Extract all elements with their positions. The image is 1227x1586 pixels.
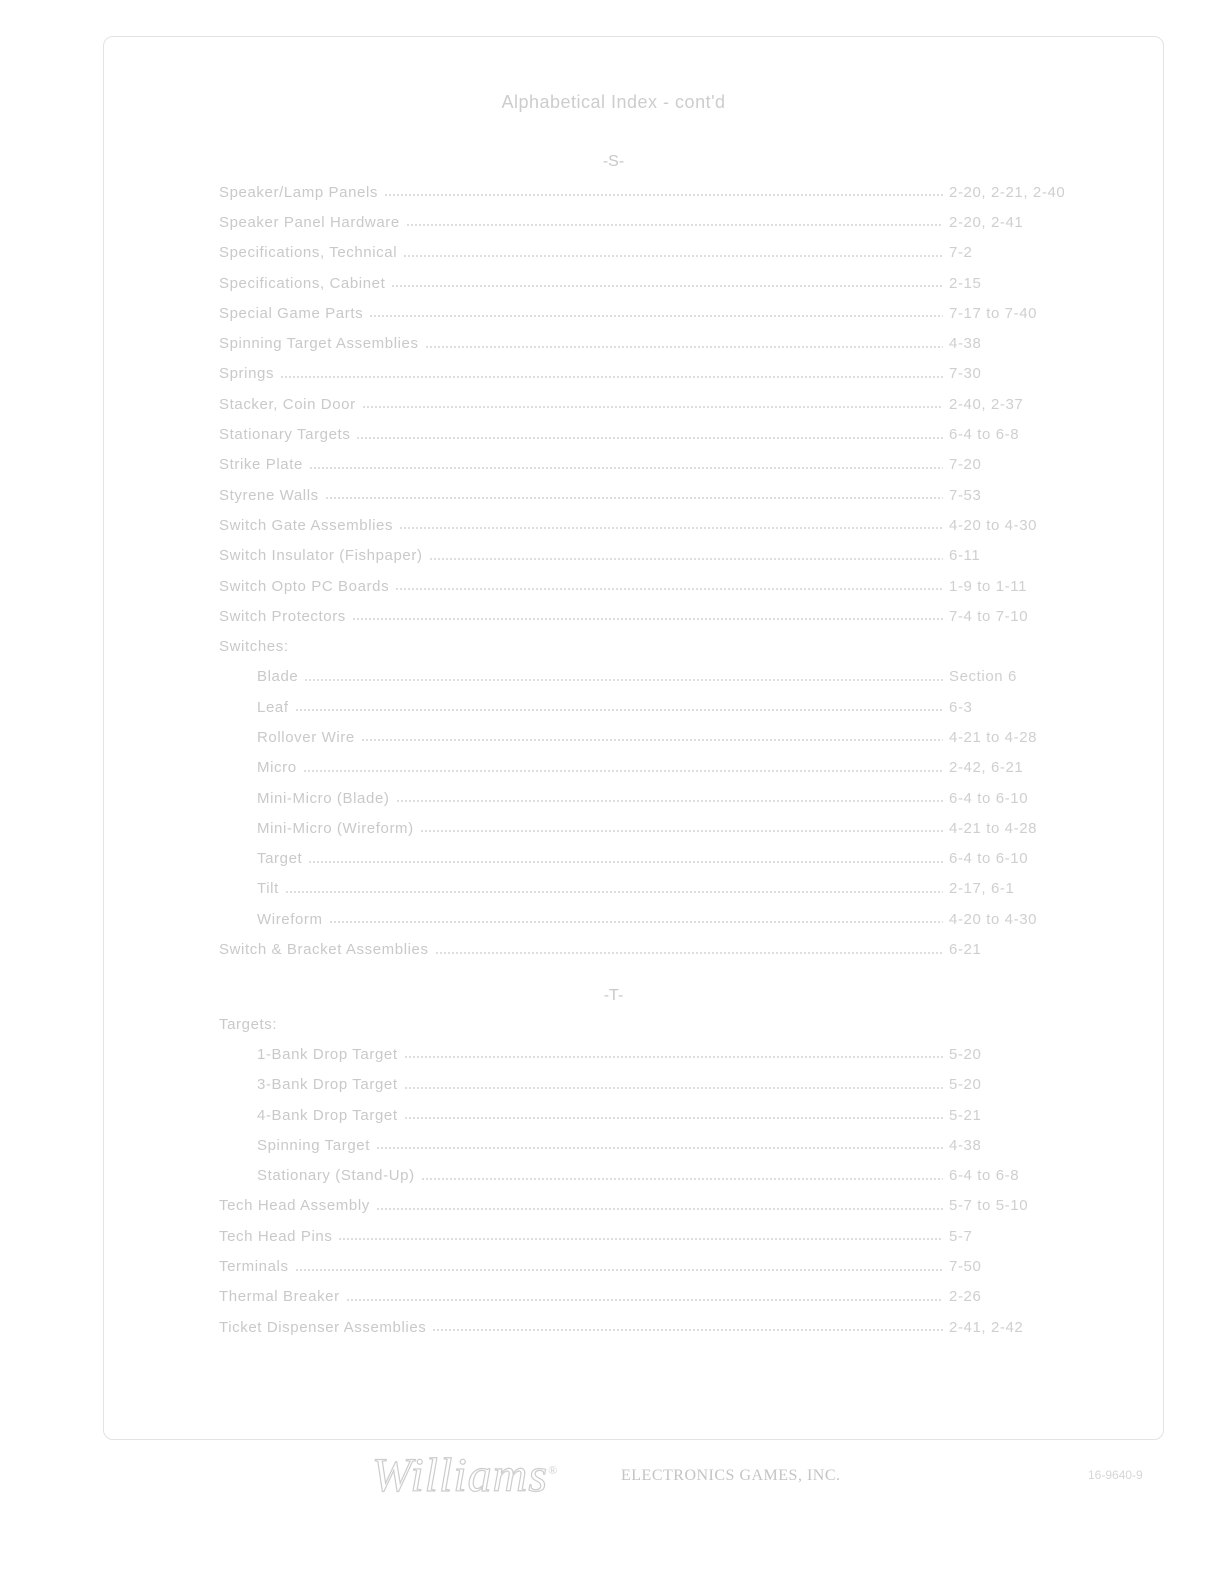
index-entry-label: Switch & Bracket Assemblies	[219, 941, 429, 959]
index-entry-page: Section 6	[949, 668, 1017, 686]
index-entry-label: Styrene Walls	[219, 486, 319, 504]
dot-leader	[384, 193, 943, 201]
index-entry-page: 6-21	[949, 941, 982, 959]
index-entry	[219, 450, 1099, 480]
index-entry	[219, 1312, 1099, 1342]
index-entry	[219, 662, 1099, 692]
index-entry-page: 2-20, 2-21, 2-40	[949, 183, 1066, 201]
index-entry-label: Tech Head Assembly	[219, 1197, 370, 1215]
index-entry	[219, 1039, 1099, 1069]
dot-leader	[376, 1207, 943, 1215]
dot-leader	[395, 587, 943, 595]
index-entry	[219, 238, 1099, 268]
index-entry-page: 5-7	[949, 1227, 973, 1245]
index-entry	[219, 419, 1099, 449]
index-entry-label: Terminals	[219, 1258, 289, 1276]
dot-leader	[295, 1268, 943, 1276]
index-entry-label: Tech Head Pins	[219, 1227, 333, 1245]
index-entry-page: 2-17, 6-1	[949, 880, 1015, 898]
index-entry-label: Springs	[219, 365, 275, 383]
index-entry-label: Switch Gate Assemblies	[219, 516, 394, 534]
dot-leader	[303, 769, 943, 777]
dot-leader	[369, 314, 943, 322]
index-entry-page: 2-20, 2-41	[949, 213, 1024, 231]
index-entry-page: 5-21	[949, 1106, 982, 1124]
index-entry	[219, 1100, 1099, 1130]
index-entry-page: 7-17 to 7-40	[949, 304, 1038, 322]
index-entry-label: Wireform	[257, 910, 323, 928]
index-entry-label: Spinning Target	[257, 1136, 370, 1154]
index-entry-page: 4-21 to 4-28	[949, 728, 1038, 746]
page-footer	[0, 1448, 1227, 1508]
index-entry-page: 7-4 to 7-10	[949, 607, 1029, 625]
index-entry-label: Speaker/Lamp Panels	[219, 183, 378, 201]
index-entry-label: Rollover Wire	[257, 728, 355, 746]
index-entry-label: Target	[257, 850, 303, 868]
index-entry	[219, 753, 1099, 783]
index-entry	[219, 813, 1099, 843]
index-entry-page: 2-26	[949, 1288, 982, 1306]
index-entry	[219, 510, 1099, 540]
index-entry-label: Specifications, Cabinet	[219, 274, 386, 292]
dot-leader	[429, 557, 943, 565]
index-entry	[219, 1160, 1099, 1190]
index-entry-label: Switch Protectors	[219, 607, 346, 625]
dot-leader	[352, 617, 943, 625]
dot-leader	[432, 1328, 943, 1336]
index-entry-page: 5-20	[949, 1076, 982, 1094]
index-group-header	[219, 631, 1099, 661]
dot-leader	[280, 375, 943, 383]
dot-leader	[376, 1146, 943, 1154]
index-entry-label: Tilt	[257, 880, 279, 898]
index-entry	[219, 844, 1099, 874]
index-entry-label: Stationary Targets	[219, 426, 351, 444]
index-entry-label: Spinning Target Assemblies	[219, 335, 419, 353]
dot-leader	[325, 496, 943, 504]
index-entry	[219, 904, 1099, 934]
dot-leader	[285, 890, 943, 898]
index-entry-label: 4-Bank Drop Target	[257, 1106, 398, 1124]
index-entry	[219, 328, 1099, 358]
index-entry	[219, 1130, 1099, 1160]
index-entry-label: Blade	[257, 668, 299, 686]
index-entry-page: 4-21 to 4-28	[949, 819, 1038, 837]
index-entry	[219, 1191, 1099, 1221]
index-entry	[219, 1251, 1099, 1281]
index-entry-label: Leaf	[257, 698, 289, 716]
index-entry	[219, 177, 1099, 207]
dot-leader	[304, 678, 943, 686]
index-entry-label: Targets:	[219, 1015, 278, 1033]
index-group-header	[219, 1009, 1099, 1039]
dot-leader	[329, 920, 943, 928]
index-entry	[219, 207, 1099, 237]
index-entry-page: 2-42, 6-21	[949, 759, 1024, 777]
page-title: Alphabetical Index - cont'd	[501, 92, 726, 112]
index-entry-label: Switch Insulator (Fishpaper)	[219, 547, 423, 565]
williams-logo: Williams®	[372, 1449, 559, 1502]
index-entry	[219, 389, 1099, 419]
index-entry-page: 2-41, 2-42	[949, 1318, 1024, 1336]
dot-leader	[404, 1086, 943, 1094]
dot-leader	[338, 1237, 943, 1245]
index-entry-page: 2-15	[949, 274, 982, 292]
index-entry-page: 4-38	[949, 335, 982, 353]
dot-leader	[421, 1177, 943, 1185]
index-entry-label: Specifications, Technical	[219, 244, 398, 262]
index-entry-label: Ticket Dispenser Assemblies	[219, 1318, 427, 1336]
dot-leader	[356, 436, 943, 444]
index-entry-label: 3-Bank Drop Target	[257, 1076, 398, 1094]
dot-leader	[396, 799, 944, 807]
dot-leader	[362, 405, 943, 413]
index-entry-label: Mini-Micro (Wireform)	[257, 819, 414, 837]
index-entry	[219, 541, 1099, 571]
section-letter-s: -S-	[602, 153, 625, 170]
dot-leader	[425, 345, 943, 353]
dot-leader	[361, 738, 943, 746]
index-entry-label: 1-Bank Drop Target	[257, 1045, 398, 1063]
index-entry-page: 6-4 to 6-8	[949, 1167, 1020, 1185]
index-entry-label: Stationary (Stand-Up)	[257, 1167, 415, 1185]
index-entry-label: Thermal Breaker	[219, 1288, 340, 1306]
index-entry	[219, 571, 1099, 601]
dot-leader	[404, 1116, 943, 1124]
dot-leader	[435, 951, 943, 959]
index-entry-page: 1-9 to 1-11	[949, 577, 1028, 595]
index-entry-label: Strike Plate	[219, 456, 303, 474]
index-entry	[219, 480, 1099, 510]
index-entry-page: 5-20	[949, 1045, 982, 1063]
dot-leader	[403, 254, 943, 262]
index-entry-label: Switch Opto PC Boards	[219, 577, 390, 595]
index-entry-page: 7-20	[949, 456, 982, 474]
dot-leader	[391, 284, 943, 292]
index-entry-page: 6-3	[949, 698, 973, 716]
index-entry	[219, 692, 1099, 722]
dot-leader	[399, 526, 943, 534]
page-code: 16-9640-9	[1088, 1468, 1143, 1482]
index-entry-page: 6-4 to 6-10	[949, 789, 1029, 807]
index-entry-page: 7-30	[949, 365, 982, 383]
index-entry-label: Mini-Micro (Blade)	[257, 789, 390, 807]
index-list-s	[219, 177, 1099, 965]
section-letter-t: -T-	[603, 987, 624, 1004]
index-entry-page: 6-4 to 6-8	[949, 426, 1020, 444]
index-entry-label: Stacker, Coin Door	[219, 395, 356, 413]
index-entry-page: 6-4 to 6-10	[949, 850, 1029, 868]
index-entry	[219, 874, 1099, 904]
index-entry-label: Micro	[257, 759, 297, 777]
index-entry-page: 2-40, 2-37	[949, 395, 1024, 413]
index-entry-label: Speaker Panel Hardware	[219, 213, 400, 231]
index-entry	[219, 934, 1099, 964]
dot-leader	[308, 860, 943, 868]
index-entry-page: 4-20 to 4-30	[949, 910, 1038, 928]
index-entry-page: 6-11	[949, 547, 981, 565]
dot-leader	[404, 1055, 943, 1063]
dot-leader	[406, 223, 943, 231]
index-entry-label: Special Game Parts	[219, 304, 364, 322]
index-entry-page: 4-38	[949, 1136, 982, 1154]
index-entry-page: 7-53	[949, 486, 982, 504]
dot-leader	[346, 1298, 943, 1306]
index-entry	[219, 1070, 1099, 1100]
index-entry	[219, 601, 1099, 631]
index-entry	[219, 298, 1099, 328]
index-entry-page: 4-20 to 4-30	[949, 516, 1038, 534]
dot-leader	[420, 829, 943, 837]
index-entry-page: 5-7 to 5-10	[949, 1197, 1029, 1215]
index-entry	[219, 268, 1099, 298]
index-entry	[219, 722, 1099, 752]
index-entry-page: 7-2	[949, 244, 973, 262]
index-entry	[219, 1282, 1099, 1312]
index-entry-page: 7-50	[949, 1258, 982, 1276]
index-entry	[219, 783, 1099, 813]
dot-leader	[309, 466, 943, 474]
index-list-t	[219, 1009, 1099, 1342]
dot-leader	[295, 708, 943, 716]
index-entry	[219, 1221, 1099, 1251]
company-name: ELECTRONICS GAMES, INC.	[621, 1467, 841, 1484]
index-entry	[219, 359, 1099, 389]
index-entry-label: Switches:	[219, 638, 289, 656]
